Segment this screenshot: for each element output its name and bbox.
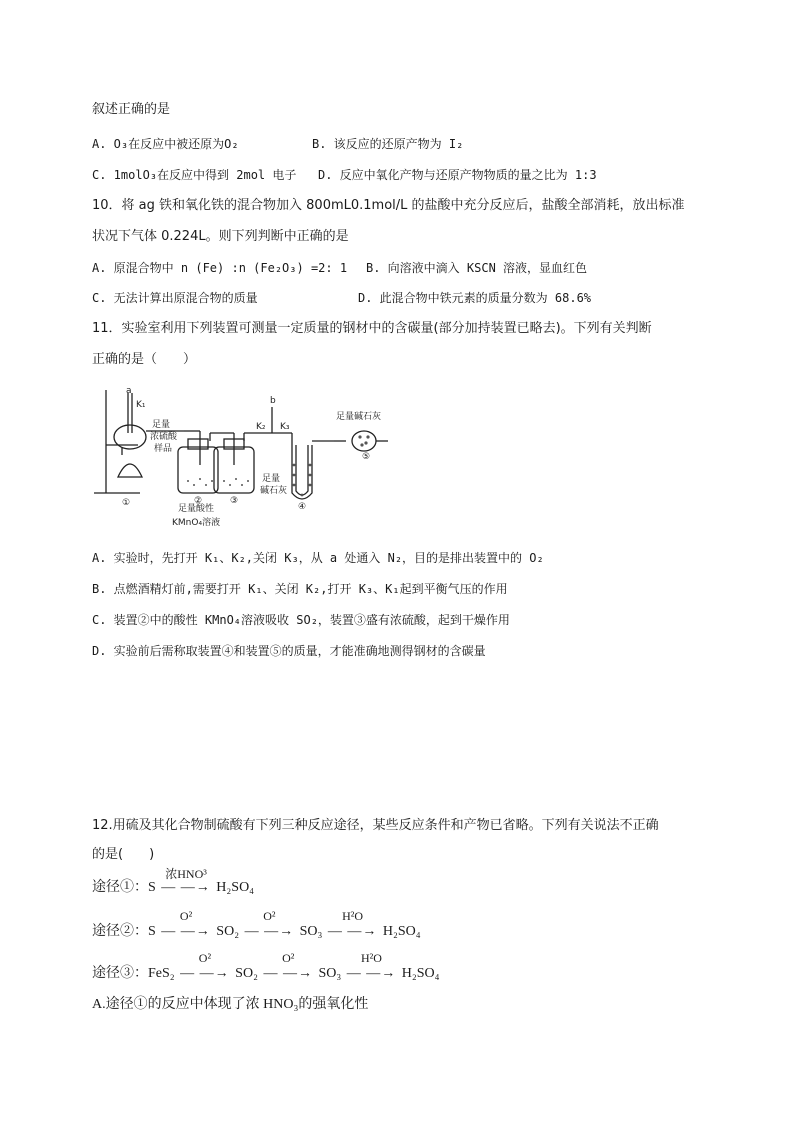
label-num5: ⑤ (362, 452, 371, 462)
label-k2: K₂ (256, 422, 266, 432)
route-3-cond-1: O² (198, 951, 212, 965)
label-num1: ① (122, 498, 131, 508)
arrow-glyph: — —→ (161, 924, 211, 939)
arrow-glyph: — —→ (161, 880, 211, 895)
q10-option-d: D. 此混合物中铁元素的质量分数为 68.6% (358, 291, 592, 305)
q12-stem-line2: 的是( ) (92, 847, 155, 862)
q10-option-a: A. 原混合物中 n (Fe) :n (Fe₂O₃) =2: 1 (92, 261, 348, 275)
route-3-product-2: SO₃ (318, 966, 342, 981)
route-2-cond-3: H²O (342, 909, 364, 923)
route-2-product-1: SO₂ (216, 924, 240, 939)
arrow-glyph: — —→ (327, 924, 378, 939)
route-1-arrow (161, 867, 211, 896)
route-3-label: 途径③：FeS₂ (92, 966, 175, 981)
route-2-cond-2: O² (263, 909, 276, 923)
q10-stem-line2: 状况下气体 0.224L。则下列判断中正确的是 (92, 229, 349, 244)
q10-option-b: B. 向溶液中滴入 KSCN 溶液，显血红色 (366, 261, 588, 275)
label-lime-1: 足量 (262, 474, 281, 484)
route-1 (92, 867, 255, 896)
label-num4: ④ (298, 502, 307, 512)
label-a: a (126, 386, 132, 396)
route-2-product-3: H₂SO₄ (382, 924, 421, 939)
label-kmno4-1: 足量酸性 (178, 504, 215, 514)
apparatus-diagram (92, 385, 422, 537)
q12-stem-line1: 12.用硫及其化合物制硫酸有下列三种反应途径，某些反应条件和产物已省略。下列有关说法不正确 (92, 818, 659, 833)
q11-option-b: B. 点燃酒精灯前,需要打开 K₁、关闭 K₂,打开 K₃、K₁起到平衡气压的作用 (92, 582, 508, 596)
q9-stem-tail: 叙述正确的是 (92, 102, 171, 117)
route-3-cond-2: O² (282, 951, 295, 965)
q11-option-c: C. 装置②中的酸性 KMnO₄溶液吸收 SO₂，装置③盛有浓硫酸，起到干燥作用 (92, 613, 510, 627)
label-acid: 足量 (152, 420, 171, 430)
arrow-glyph: — —→ (263, 966, 313, 981)
arrow-glyph: — —→ (346, 966, 397, 981)
q9-option-d: D. 反应中氧化产物与还原产物物质的量之比为 1:3 (318, 168, 597, 182)
label-lime-2: 碱石灰 (260, 486, 288, 496)
route-2 (92, 909, 421, 940)
q10-option-c: C. 无法计算出原混合物的质量 (92, 291, 258, 305)
q9-option-b: B. 该反应的还原产物为 I₂ (312, 137, 464, 151)
label-acid2: 浓硫酸 (150, 432, 178, 442)
route-1-condition: 浓HNO³ (165, 867, 207, 881)
route-1-product: H₂SO₄ (216, 880, 255, 895)
q10-stem-line1: 10．将 ag 铁和氧化铁的混合物加入 800mL0.1mol/L 的盐酸中充分反应后，盐酸全部消耗，放出标准 (92, 198, 685, 213)
route-2-cond-1: O² (179, 909, 193, 923)
arrow-glyph: — —→ (180, 966, 230, 981)
u-tube (292, 433, 312, 499)
bottle-2 (178, 447, 218, 493)
route-3 (92, 951, 440, 982)
q9-option-a: A. O₃在反应中被还原为O₂ (92, 137, 239, 151)
arrow-glyph: — —→ (244, 924, 295, 939)
route-1-label: 途径①：S (92, 880, 156, 895)
alcohol-lamp (118, 464, 142, 477)
q11-option-a: A. 实验时，先打开 K₁、K₂,关闭 K₃，从 a 处通入 N₂，目的是排出装置中的 O₂ (92, 551, 544, 565)
label-k3: K₃ (280, 422, 290, 432)
drying-tube-5 (352, 431, 376, 451)
label-k1: K₁ (136, 400, 146, 410)
route-3-product-1: SO₂ (235, 966, 258, 981)
route-3-product-3: H₂SO₄ (401, 966, 440, 981)
q11-option-d: D. 实验前后需称取装置④和装置⑤的质量，才能准确地测得钢材的含碳量 (92, 644, 486, 658)
q11-stem-line1: 11．实验室利用下列装置可测量一定质量的钢材中的含碳量(部分加持装置已略去)。下列有关判断 (92, 321, 652, 336)
label-lime-top: 足量碱石灰 (336, 412, 382, 422)
route-3-cond-3: H²O (361, 951, 382, 965)
label-b: b (270, 396, 276, 406)
label-kmno4-2: KMnO₄溶液 (172, 518, 221, 528)
route-2-product-2: SO₃ (299, 924, 323, 939)
label-sample: 样品 (154, 444, 173, 454)
q11-stem-line2: 正确的是（ ） (92, 352, 197, 367)
label-num3: ③ (230, 496, 239, 506)
q9-option-c: C. 1molO₃在反应中得到 2mol 电子 (92, 168, 297, 182)
q12-option-a: A.途径①的反应中体现了浓 HNO₃的强氧化性 (92, 997, 369, 1012)
label-num2: ② (194, 496, 203, 506)
route-2-label: 途径②：S (92, 924, 156, 939)
